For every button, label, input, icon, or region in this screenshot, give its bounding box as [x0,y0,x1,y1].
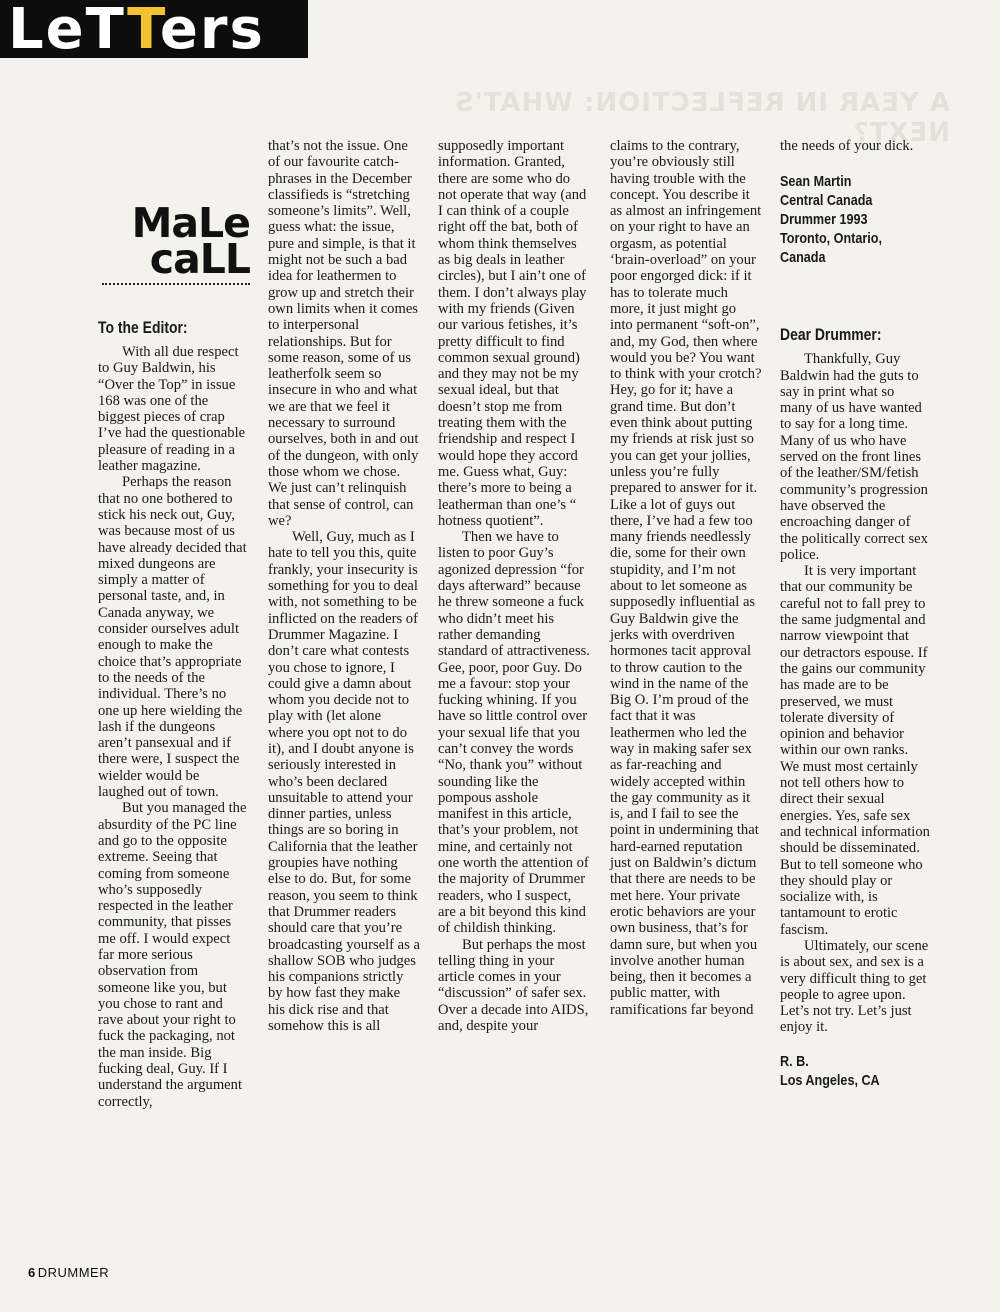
section-title [8,0,265,62]
logo-line: caLL [149,235,250,283]
paragraph: Then we have to listen to poor Guy’s agonized depression “for days afterward” because he threw someone a fuck who didn’t meet his rather demanding standard of attractiveness. Gee, poor, poor Guy. Do me a favour: stop your fucking whining. If you have so little control over your sexual life that you can’t convey the words “No, thank you” without sounding like the pompous asshole manifest in this article, that’s your problem, not mine, and certainly not one worth the attention of the majority of Drummer readers, who I suspect, are a bit beyond this kind of childish thinking. [438,529,590,937]
column-1 [98,318,248,1110]
paragraph: supposedly important information. Granted, there are some who do not operate that way (and I can think of a couple right off the bat, both of whom think themselves as big deals in leather circles), but I ain’t one of them. I don’t always play with my friends (Given our various fetishes, it’s pretty difficult to find common sexual ground) and they may not be my sexual ideal, but that doesn’t stop me from treating them with the friendship and respect I would hope they accord me. Guess what, Guy: there’s more to being a leatherman than one’s “ hotness quotient”. [438,138,587,529]
paragraph: claims to the contrary, you’re obviously still having trouble with the concept. You describe it as almost an infringement on your right to have an orgasm, as potential ‘brain-overload” on your poor engorged dick: if it has to tolerate much more, it just might go into permanent “soft-on”, and, my God, then where would you be? You want to think with your crotch? Hey, go for it; have a grand time. But don’t even think about putting my friends at risk just so you can get your jollies, unless you’re fully prepared to answer for it. Like a lot of guys out there, I’ve had a few too many friends needlessly die, some for their own stupidity, and I’m not about to let someone as supposedly influential as Guy Baldwin give the jerks with overdriven hormones tacit approval to throw caution to the wind in the name of the Big O. I’m proud of the fact that it was leathermen who led the way in making safer sex as far-reaching and widely accepted within the gay community as it is, and I fail to see the point in undermining that hard-earned reputation just on Baldwin’s dictum that there are needs to be met here. Your private erotic behaviors are your own business, that’s for damn sure, but when you involve another human being, then it becomes a public matter, with ramifications far beyond [610,138,762,1018]
logo-line: MaLe [131,199,250,247]
paragraph: But perhaps the most telling thing in your article comes in your “discussion” of safer sex. Over a decade into AIDS, and, despite your [438,936,589,1035]
paragraph: Well, Guy, much as I hate to tell you this, quite frankly, your insecurity is something for you to deal with, not something to be inflicted on the readers of Drummer Magazine. I don’t care what contests you chose to ignore, I could give a damn about whom you decide not to play with (let alone where you opt not to do it), and I doubt anyone is seriously interested in who’s been declared unsuitable to attend your dinner parties, unless things are so boring in California that the leather groupies have nothing else to do. But, for some reason, you seem to think that Drummer readers should care that you’re broadcasting yourself as a shallow SOB who judges his companions strictly by how fast they make his dick rise and that somehow this is all [268,529,420,1035]
show-through-text: A YEAR IN REFLECTION: WHAT'S NEXT? [453,88,950,148]
paragraph: Ultimately, our scene is about sex, and sex is a very difficult thing to get people to agree upon. Let’s not try. Let’s just enjoy it. [780,937,929,1036]
dotted-divider [102,283,250,285]
paragraph: the needs of your dick. [780,138,914,154]
salutation: Dear Drummer: [780,325,882,345]
page-number: 6 [28,1265,36,1280]
paragraph: Perhaps the reason that no one bothered to stick his neck out, Guy, was because most of us have already decided that mixed dungeons are simply a matter of personal taste, and, in Canada anyway, we consider ourselves adult enough to make the choice that’s appropriate to the needs of the individual. There’s no one up here wielding the lash if the dungeons aren’t pansexual and if there were, I suspect the wielder would be laughed out of town. [98,474,247,801]
column-3 [438,138,590,1034]
title-part: LeT [8,0,128,62]
male-call-logo [108,199,250,283]
paragraph: It is very important that our community be careful not to fall prey to the same judgmental and narrow viewpoint that our detractors espouse. If the gains our community has made are to be preserved, we must tolerate diversity of opinion and behavior within our own ranks. We must most certainly not tell others how to direct their sexual energies. Yes, safe sex and technical information should be disseminated. But to tell someone who they should play or socialize with, is tantamount to erotic fascism. [780,563,930,938]
signature-line: Toronto, Ontario, [780,230,882,248]
signature-line: Canada [780,249,826,267]
column-4 [610,138,762,1018]
signature-line: Central Canada [780,192,873,210]
column-5 [780,138,930,1090]
magazine-name: DRUMMER [37,1265,110,1280]
page-footer [28,1265,109,1280]
signature-line: Sean Martin [780,173,852,191]
paragraph: Thankfully, Guy Baldwin had the guts to say in print what so many of us have wanted to say for a long time. Many of us who have served on the front lines of the leather/SM/fetish community’s progression have observed the encroaching danger of the politically correct sex police. [780,351,928,563]
section-header [0,0,308,62]
paragraph: With all due respect to Guy Baldwin, his “Over the Top” in issue 168 was one of the biggest pieces of crap I’ve had the questionable pleasure of reading in a leather magazine. [98,344,246,475]
paragraph: that’s not the issue. One of our favourite catch-phrases in the December classifieds is “stretching someone’s limits”. Well, guess what: the issue, pure and simple, is that it might not be such a bad idea for leathermen to grow up and stretch their own limits when it comes to interpersonal relationships. But for some reason, some of us leatherfolk seem so insecure in who and what we are that we feel it necessary to surround ourselves, both in and out of the dungeon, with only those whom we chose. We just can’t relinquish that sense of control, can we? [268,138,419,529]
paragraph: But you managed the absurdity of the PC line and go to the opposite extreme. Seeing that coming from someone who’s supposedly respected in the leather community, that pisses me off. I would expect far more serious observation from someone like you, but you chose to rant and rave about your right to fuck the packaging, not the man inside. Big fucking deal, Guy. If I understand the argument correctly, [98,800,247,1110]
title-accent-letter: T [127,0,160,62]
signature-block [780,172,906,267]
signature-line: Drummer 1993 [780,211,868,229]
signature-block [780,1052,906,1090]
title-part: ers [159,0,265,62]
salutation: To the Editor: [98,318,188,337]
column-2 [268,138,420,1034]
signature-line: R. B. [780,1052,809,1070]
signature-line: Los Angeles, CA [780,1071,880,1089]
